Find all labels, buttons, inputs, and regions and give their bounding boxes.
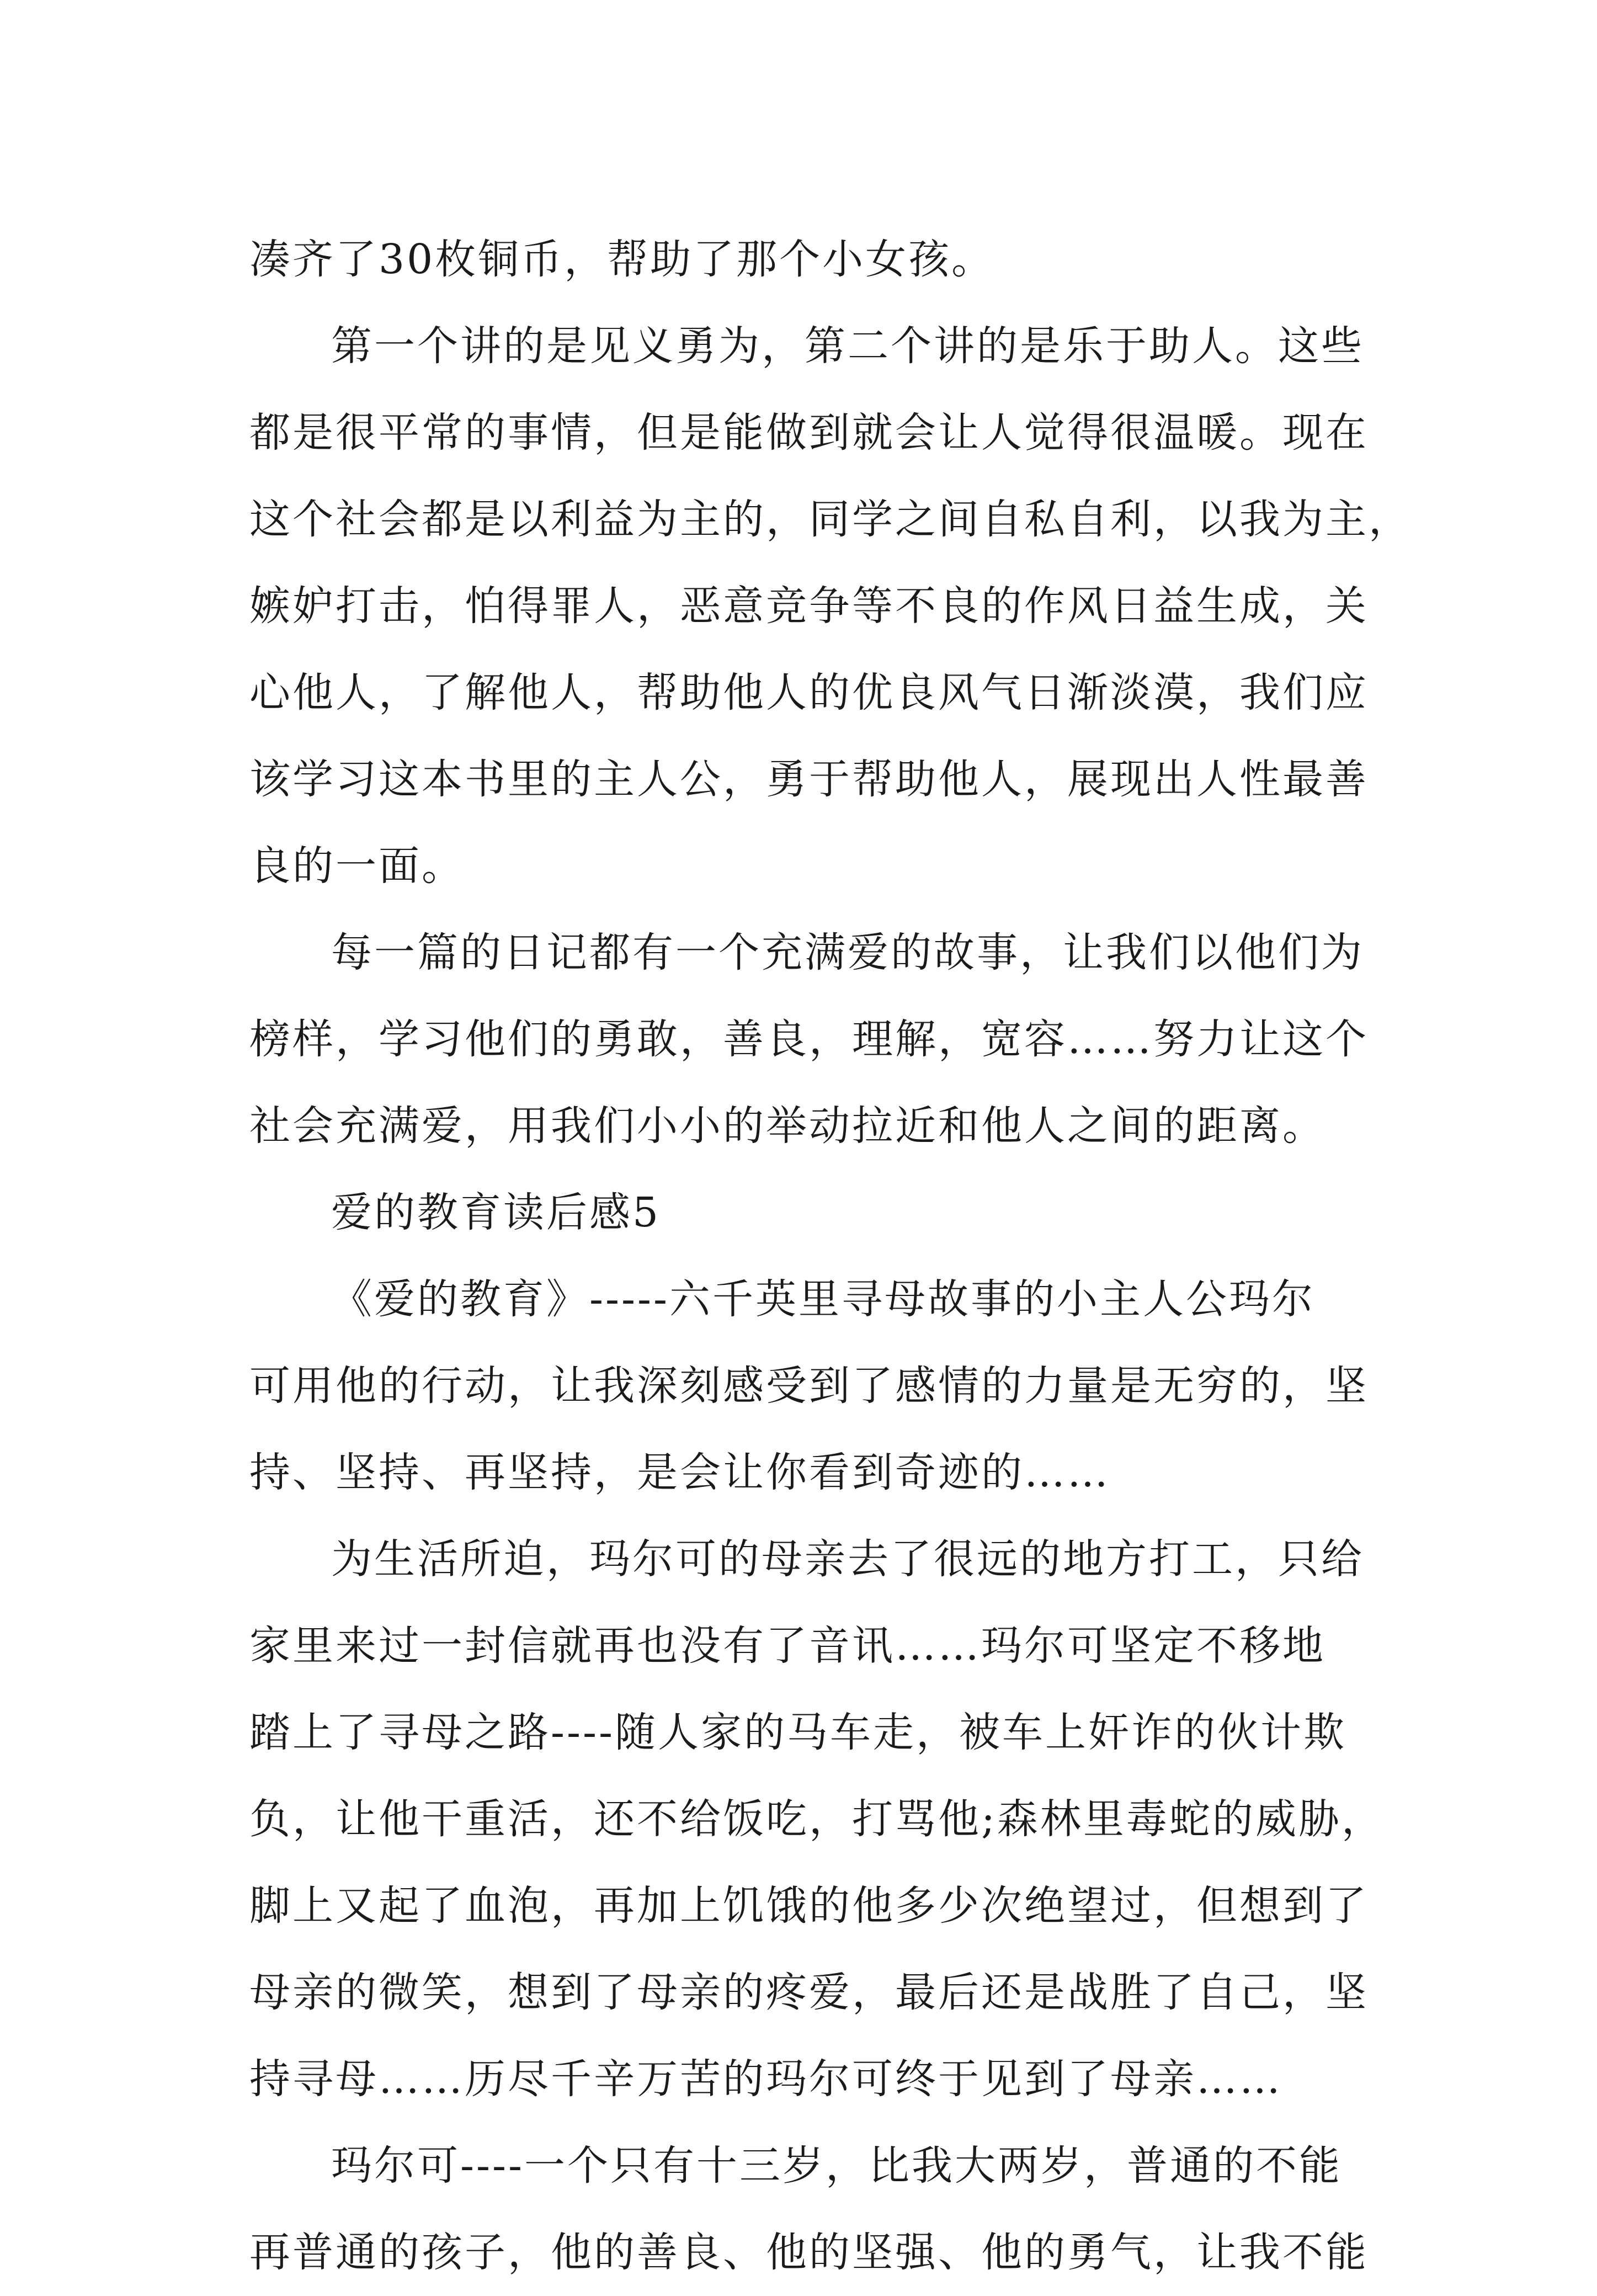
text-line: 该学习这本书里的主人公，勇于帮助他人，展现出人性最善 — [249, 756, 1369, 803]
text-line: 可用他的行动，让我深刻感受到了感情的力量是无穷的，坚 — [249, 1362, 1369, 1410]
text-line: 良的一面。 — [249, 842, 465, 890]
text-line: 家里来过一封信就再也没有了音讯……玛尔可坚定不移地 — [249, 1622, 1325, 1670]
text-line: 负，让他干重活，还不给饭吃，打骂他;森林里毒蛇的威胁， — [249, 1795, 1385, 1843]
paragraph-start-line: 玛尔可----一个只有十三岁，比我大两岁，普通的不能 — [331, 2142, 1343, 2189]
text-line: 榜样，学习他们的勇敢，善良，理解，宽容……努力让这个 — [249, 1016, 1369, 1063]
section-heading: 爱的教育读后感5 — [331, 1189, 661, 1236]
paragraph-start-line: 每一篇的日记都有一个充满爱的故事，让我们以他们为 — [331, 929, 1364, 976]
text-line: 持、坚持、再坚持，是会让你看到奇迹的…… — [249, 1449, 1110, 1496]
text-line: 持寻母……历尽千辛万苦的玛尔可终于见到了母亲…… — [249, 2055, 1282, 2103]
paragraph-start-line: 《爱的教育》-----六千英里寻母故事的小主人公玛尔 — [331, 1275, 1316, 1323]
document-body — [249, 216, 1412, 2296]
paragraph-start-line: 第一个讲的是见义勇为，第二个讲的是乐于助人。这些 — [331, 322, 1364, 370]
text-line: 凑齐了30枚铜币，帮助了那个小女孩。 — [249, 236, 995, 283]
text-line: 心他人，了解他人，帮助他人的优良风气日渐淡漠，我们应 — [249, 669, 1369, 716]
text-line: 踏上了寻母之路----随人家的马车走，被车上奸诈的伙计欺 — [249, 1709, 1347, 1756]
text-line: 母亲的微笑，想到了母亲的疼爱，最后还是战胜了自己，坚 — [249, 1969, 1369, 2016]
text-line: 脚上又起了血泡，再加上饥饿的他多少次绝望过，但想到了 — [249, 1882, 1369, 1930]
text-line: 都是很平常的事情，但是能做到就会让人觉得很温暖。现在 — [249, 409, 1369, 456]
paragraph-start-line: 为生活所迫，玛尔可的母亲去了很远的地方打工，只给 — [331, 1535, 1364, 1583]
text-line: 社会充满爱，用我们小小的举动拉近和他人之间的距离。 — [249, 1102, 1325, 1150]
text-line: 这个社会都是以利益为主的，同学之间自私自利，以我为主， — [249, 496, 1412, 543]
text-line: 嫉妒打击，怕得罪人，恶意竞争等不良的作风日益生成，关 — [249, 582, 1369, 630]
text-line: 再普通的孩子，他的善良、他的坚强、他的勇气，让我不能 — [249, 2229, 1369, 2276]
